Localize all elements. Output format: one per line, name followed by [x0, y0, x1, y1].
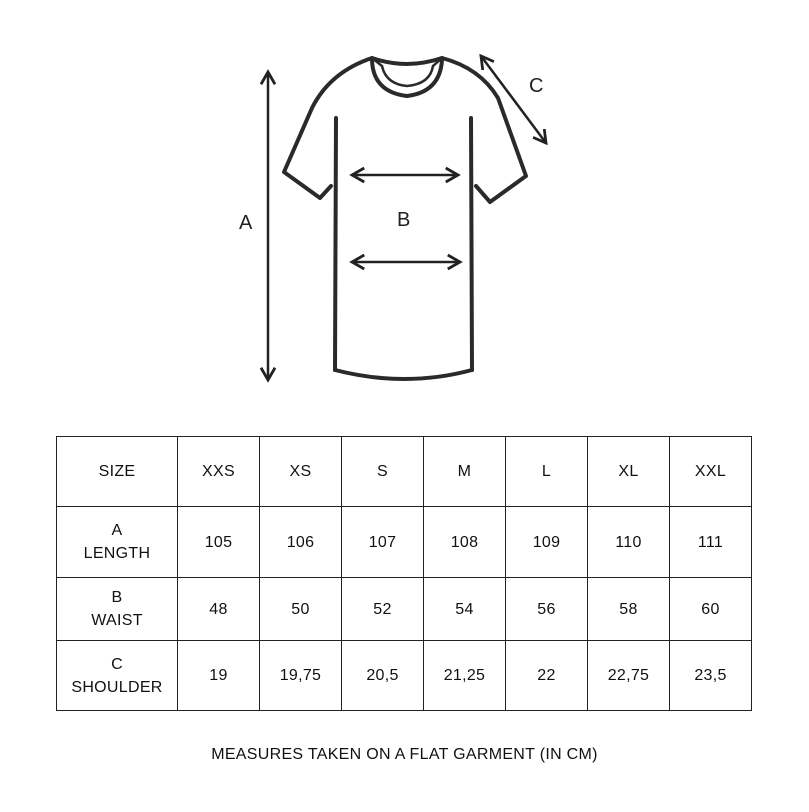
- header-cell-size: SIZE: [57, 437, 178, 507]
- table-cell: 20,5: [342, 641, 424, 711]
- table-header-row: [57, 437, 752, 507]
- row-header-length: [57, 507, 178, 578]
- dimension-a-label: A: [239, 212, 253, 234]
- table-cell: 110: [588, 507, 670, 578]
- row-code: A: [111, 522, 123, 539]
- table-cell: 108: [424, 507, 506, 578]
- row-name: WAIST: [91, 612, 143, 629]
- row-name: SHOULDER: [71, 678, 163, 696]
- dimension-c-label: C: [529, 75, 544, 97]
- table-cell: 21,25: [424, 641, 506, 711]
- row-code: C: [111, 655, 123, 673]
- table-row-length: [57, 507, 752, 578]
- dimension-c-arrow: [481, 56, 546, 143]
- table-cell: 107: [342, 507, 424, 578]
- header-cell-xs: XS: [260, 437, 342, 507]
- header-cell-m: M: [424, 437, 506, 507]
- table-cell: 19,75: [260, 641, 342, 711]
- table-cell: 22,75: [588, 641, 670, 711]
- row-header-waist: [57, 578, 178, 641]
- measurement-footnote: MEASURES TAKEN ON A FLAT GARMENT (IN CM): [211, 746, 598, 763]
- table-cell: 105: [178, 507, 260, 578]
- table-cell: 60: [670, 578, 752, 641]
- header-cell-s: S: [342, 437, 424, 507]
- table-cell: 50: [260, 578, 342, 641]
- header-cell-xxs: XXS: [178, 437, 260, 507]
- table-row-waist: [57, 578, 752, 641]
- table-row-shoulder: [57, 641, 752, 711]
- table-cell: 56: [506, 578, 588, 641]
- table-cell: 23,5: [670, 641, 752, 711]
- row-header-shoulder: [57, 641, 178, 711]
- dimension-b-label: B: [397, 209, 411, 231]
- row-code: B: [111, 589, 123, 606]
- table-cell: 52: [342, 578, 424, 641]
- table-cell: 106: [260, 507, 342, 578]
- header-cell-l: L: [506, 437, 588, 507]
- row-name: LENGTH: [83, 545, 151, 562]
- table-cell: 22: [506, 641, 588, 711]
- size-chart-table: [56, 436, 752, 711]
- table-cell: 19: [178, 641, 260, 711]
- table-cell: 58: [588, 578, 670, 641]
- header-cell-xl: XL: [588, 437, 670, 507]
- header-cell-xxl: XXL: [670, 437, 752, 507]
- table-cell: 48: [178, 578, 260, 641]
- table-cell: 111: [670, 507, 752, 578]
- table-cell: 54: [424, 578, 506, 641]
- table-cell: 109: [506, 507, 588, 578]
